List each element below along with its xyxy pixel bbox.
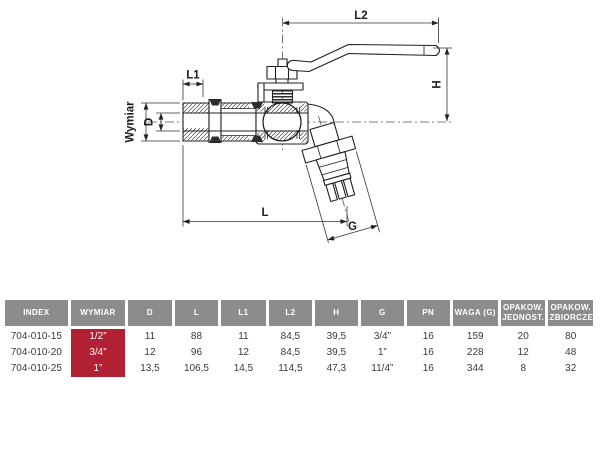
dim-label-l: L <box>261 207 269 219</box>
column-header-l: L <box>175 300 218 326</box>
column-header-opakow-jednost: OPAKOW. JEDNOST. <box>501 300 545 326</box>
cell-wymiar-highlight: 1/2” <box>71 329 126 345</box>
column-header-g: G <box>361 300 404 326</box>
column-header-pn: PN <box>407 300 449 326</box>
bonnet-plate <box>258 83 303 90</box>
cell-l2: 84,5 <box>269 345 312 361</box>
cell-h: 39,5 <box>315 345 357 361</box>
cell-waga: 228 <box>453 345 498 361</box>
cell-pn: 16 <box>407 361 449 377</box>
cell-waga: 344 <box>453 361 498 377</box>
cell-g: 3/4” <box>361 329 404 345</box>
cell-d: 11 <box>128 329 171 345</box>
stem-tip <box>278 59 287 67</box>
column-header-l1: L1 <box>221 300 265 326</box>
gland-packing <box>273 90 293 103</box>
cell-l: 106,5 <box>175 361 218 377</box>
dim-label-wymiar: Wymiar <box>124 101 137 143</box>
cell-pn: 16 <box>407 345 449 361</box>
cell-index: 704-010-25 <box>5 361 68 377</box>
cell-wymiar-highlight: 3/4” <box>71 345 126 361</box>
cell-l: 96 <box>175 345 218 361</box>
dim-label-l2: L2 <box>354 10 368 22</box>
cell-index: 704-010-20 <box>5 345 68 361</box>
table-row <box>5 345 593 361</box>
product-spec-table <box>2 300 596 377</box>
column-header-wymiar: WYMIAR <box>71 300 126 326</box>
cell-d: 13,5 <box>128 361 171 377</box>
cell-wymiar-highlight: 1” <box>71 361 126 377</box>
table-row <box>5 361 593 377</box>
thread-collar <box>209 100 221 143</box>
dim-label-d: D <box>143 117 156 127</box>
cell-l2: 84,5 <box>269 329 312 345</box>
dimension-l1 <box>183 80 203 101</box>
cell-opakow-zbiorcze: 80 <box>548 329 593 345</box>
lever-handle <box>287 45 439 72</box>
table-header-row <box>5 300 593 326</box>
cell-g: 11/4” <box>361 361 404 377</box>
column-header-index: INDEX <box>5 300 68 326</box>
column-header-h: H <box>315 300 357 326</box>
column-header-d: D <box>128 300 171 326</box>
dim-label-g: G <box>348 221 357 233</box>
pipe-section <box>221 103 256 141</box>
cell-waga: 159 <box>453 329 498 345</box>
spec-table-area <box>0 294 600 377</box>
cell-g: 1” <box>361 345 404 361</box>
cell-pn: 16 <box>407 329 449 345</box>
dim-label-l1: L1 <box>186 69 200 82</box>
cell-l2: 114,5 <box>269 361 312 377</box>
inlet-male-thread <box>183 103 209 141</box>
cell-opakow-jednost: 20 <box>501 329 545 345</box>
cell-index: 704-010-15 <box>5 329 68 345</box>
cell-h: 47,3 <box>315 361 357 377</box>
elbow-outer-curve <box>308 104 334 125</box>
cell-l1: 14,5 <box>221 361 265 377</box>
cell-opakow-jednost: 12 <box>501 345 545 361</box>
cell-l: 88 <box>175 329 218 345</box>
column-header-l2: L2 <box>269 300 312 326</box>
column-header-waga: WAGA (G) <box>453 300 498 326</box>
cell-opakow-zbiorcze: 48 <box>548 345 593 361</box>
dim-label-h: H <box>431 80 444 89</box>
cell-d: 12 <box>128 345 171 361</box>
cell-opakow-jednost: 8 <box>501 361 545 377</box>
bonnet-tab <box>258 83 264 102</box>
cell-l1: 11 <box>221 329 265 345</box>
column-header-opakow-zbiorcze: OPAKOW. ZBIORCZE <box>548 300 593 326</box>
cell-h: 39,5 <box>315 329 357 345</box>
table-row <box>5 329 593 345</box>
cell-opakow-zbiorcze: 32 <box>548 361 593 377</box>
cell-l1: 12 <box>221 345 265 361</box>
hose-outlet <box>302 136 356 201</box>
